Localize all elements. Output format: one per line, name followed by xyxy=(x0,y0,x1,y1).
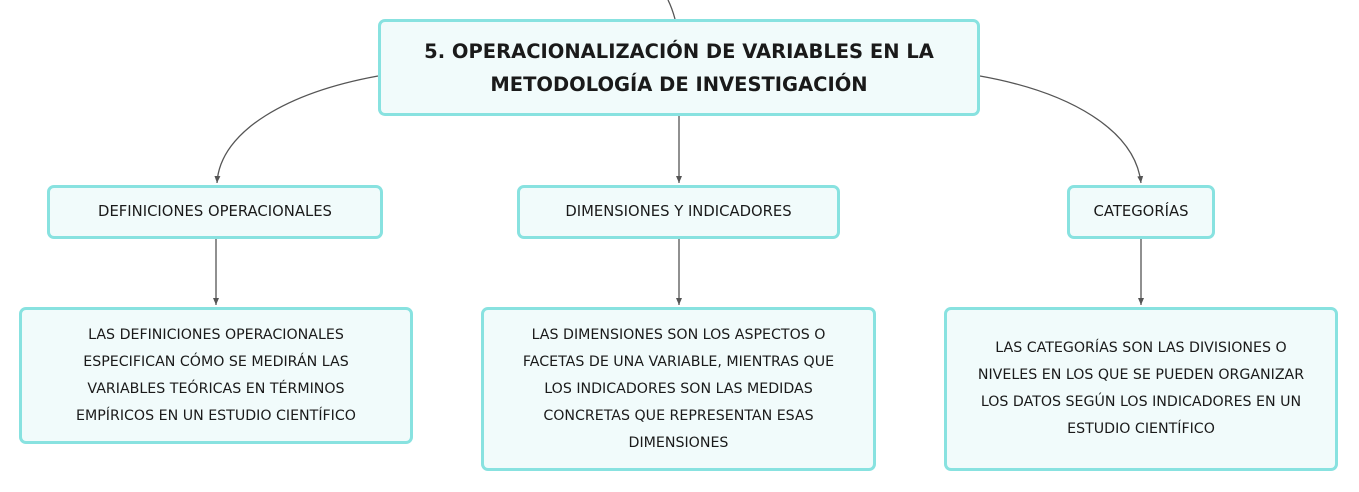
topic-definiciones-operacionales[interactable] xyxy=(47,185,383,239)
text-line: CONCRETAS QUE REPRESENTAN ESAS xyxy=(543,407,814,424)
connector-from-parent xyxy=(668,0,675,19)
text-line: LOS INDICADORES SON LAS MEDIDAS xyxy=(544,380,813,397)
central-topic-node[interactable] xyxy=(378,19,980,116)
text-line: LAS DIMENSIONES SON LOS ASPECTOS O xyxy=(531,326,826,343)
text-line: LAS DEFINICIONES OPERACIONALES xyxy=(88,326,344,343)
topic-label: CATEGORÍAS xyxy=(1093,203,1189,220)
text-line: ESPECIFICAN CÓMO SE MEDIRÁN LAS xyxy=(83,353,349,370)
text-line: NIVELES EN LOS QUE SE PUEDEN ORGANIZAR xyxy=(977,367,1305,383)
subtopic-text xyxy=(76,322,356,430)
connector-root-to-definiciones xyxy=(217,76,378,183)
subtopic-text xyxy=(978,335,1304,443)
topic-label: DIMENSIONES Y INDICADORES xyxy=(565,203,792,220)
subtopic-definiciones-detail[interactable] xyxy=(19,307,413,444)
central-topic-title xyxy=(424,35,934,101)
central-topic-line-2: METODOLOGÍA DE INVESTIGACIÓN xyxy=(490,72,868,96)
topic-categorias[interactable] xyxy=(1067,185,1215,239)
topic-label: DEFINICIONES OPERACIONALES xyxy=(98,203,332,220)
central-topic-line-1: 5. OPERACIONALIZACIÓN DE VARIABLES EN LA xyxy=(424,39,934,63)
connector-root-to-categorias xyxy=(980,76,1141,183)
text-line: LAS CATEGORÍAS SON LAS DIVISIONES O xyxy=(995,340,1287,356)
topic-dimensiones-indicadores[interactable] xyxy=(517,185,840,239)
text-line: LOS DATOS SEGÚN LOS INDICADORES EN UN xyxy=(980,394,1302,410)
text-line: VARIABLES TEÓRICAS EN TÉRMINOS xyxy=(87,380,345,397)
subtopic-categorias-detail[interactable] xyxy=(944,307,1338,471)
text-line: ESTUDIO CIENTÍFICO xyxy=(1067,421,1215,437)
text-line: DIMENSIONES xyxy=(628,434,729,451)
text-line: FACETAS DE UNA VARIABLE, MIENTRAS QUE xyxy=(522,353,835,370)
subtopic-text xyxy=(523,322,834,457)
subtopic-dimensiones-detail[interactable] xyxy=(481,307,876,471)
text-line: EMPÍRICOS EN UN ESTUDIO CIENTÍFICO xyxy=(76,407,356,424)
